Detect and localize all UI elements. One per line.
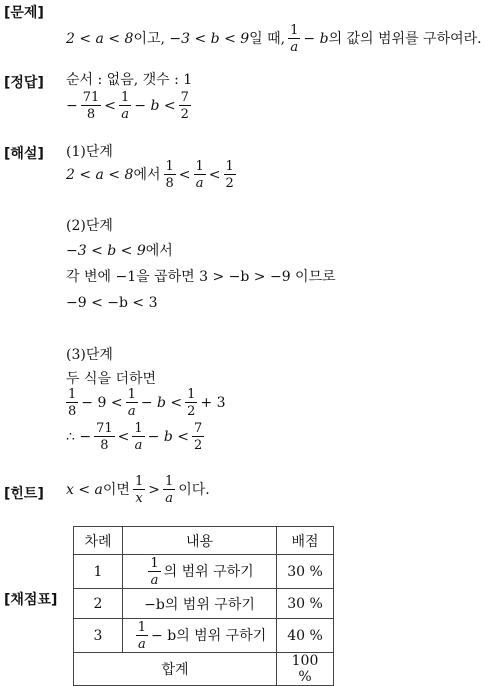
problem-text-3: 의 값의 범위를 구하여라. [328, 31, 482, 47]
problem-text-2: 일 때, [249, 31, 286, 47]
step1-title: (1)단계 [66, 144, 113, 160]
rubric-header-order: 차례 [74, 527, 123, 555]
rubric-row-score: 40 % [277, 619, 334, 653]
rubric-header-content: 내용 [123, 527, 277, 555]
step1-expression: 2 < a < 8에서 $\frac{1}{8}$ < $\frac{1}{a}$ < $\frac{1}{2}$ [66, 159, 234, 191]
rubric-row-content: $\frac{1}{a}$ 의 범위 구하기 [123, 555, 277, 589]
hint-heading: [힌트] [4, 486, 44, 502]
problem-text-1: 이고, [133, 31, 165, 47]
answer-heading: [정답] [4, 75, 44, 91]
rubric-row-number: 3 [74, 619, 123, 653]
step3-title: (3)단계 [66, 347, 113, 363]
step2-title: (2)단계 [66, 218, 113, 234]
rubric-row-number: 1 [74, 555, 123, 589]
step3-sum-expression: $\frac{1}{8}$ − 9 < $\frac{1}{a}$ − b < $\frac{1}{2}$ + 3 [68, 387, 226, 419]
step2-line3: −9 < −b < 3 [66, 295, 158, 311]
step2-line2: 각 변에 −1을 곱하면 3 > −b > −9 이므로 [66, 269, 336, 285]
rubric-total-label: 합계 [74, 653, 277, 686]
problem-heading: [문제] [4, 5, 44, 21]
solution-heading: [해설] [4, 146, 44, 162]
problem-cond-a: 2 < a < 8 [66, 31, 134, 47]
step2-expression: −3 < b < 9에서 [66, 243, 173, 259]
problem-minus-b: − b [303, 31, 329, 47]
hint-expression: x < a이면 $\frac{1}{x}$ > $\frac{1}{a}$ 이다. [66, 474, 210, 506]
rubric-row-number: 2 [74, 589, 123, 619]
rubric-row-score: 30 % [277, 589, 334, 619]
rubric-row-score: 30 % [277, 555, 334, 589]
rubric-row-content: $\frac{1}{a}$ − b의 범위 구하기 [123, 619, 277, 653]
problem-fraction: $\frac{1}{a}$ [290, 23, 299, 55]
rubric-header-score: 배점 [277, 527, 334, 555]
rubric-total-score: 100 % [277, 653, 334, 686]
step3-result-expression: ∴ − $\frac{71}{8}$ < $\frac{1}{a}$ − b < $\frac{7}{2}$ [66, 421, 203, 453]
rubric-table [73, 526, 334, 686]
step3-line1: 두 식을 더하면 [66, 371, 157, 387]
problem-cond-b: −3 < b < 9 [169, 31, 250, 47]
answer-meta: 순서 : 없음, 갯수 : 1 [66, 72, 193, 88]
rubric-total-row [74, 653, 334, 686]
problem-statement [66, 24, 482, 54]
rubric-row [74, 619, 334, 653]
rubric-row [74, 555, 334, 589]
answer-expression: − $\frac{71}{8}$ < $\frac{1}{a}$ − b < $\frac{7}{2}$ [66, 90, 189, 122]
rubric-heading: [채점표] [4, 592, 58, 608]
rubric-row [74, 589, 334, 619]
rubric-row-content: −b의 범위 구하기 [123, 589, 277, 619]
rubric-header-row [74, 527, 334, 555]
